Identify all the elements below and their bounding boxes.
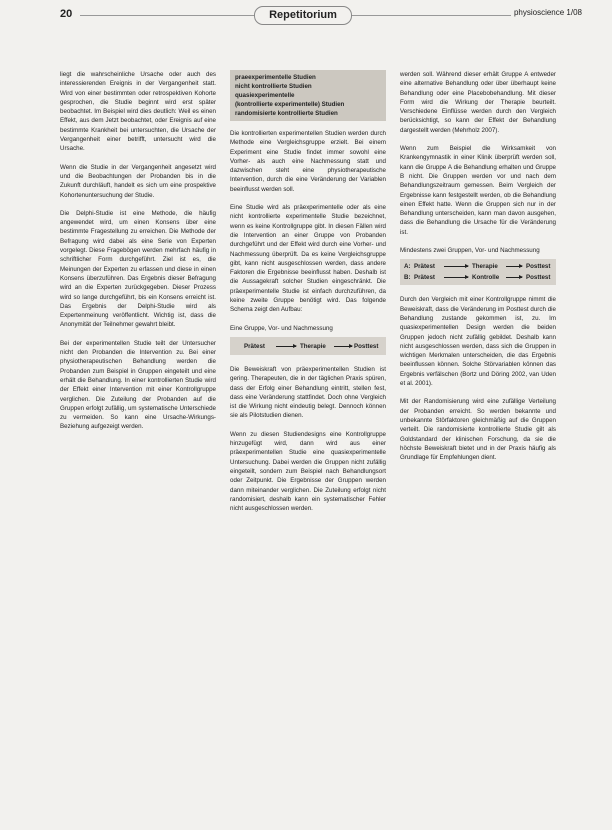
paragraph: werden soll. Während dieser erhält Gruppe A entweder eine alternative Behandlung oder über überhaupt keine Behandlung oder eine Placebobehandlung. Mit dieser Form wird die Wirkung der Therapie beurteilt. Verschiedene Einflüsse werden durch den Vergleich berücksichtigt, so kann der Effekt der Behandlung dargestellt werden (Mehrholz 2007).: [400, 71, 556, 134]
schema-label: Posttest: [354, 342, 379, 350]
schema-label: Prätest: [244, 342, 265, 350]
page-number: 20: [60, 8, 73, 20]
group-label: B:: [404, 274, 411, 282]
paragraph: Wenn zu diesen Studiendesigns eine Kontrollgruppe hinzugefügt wird, dann wird aus einer präexperimentellen Studie eine quasiexperimentelle Untersuchung. Dabei werden die Gruppen nicht zufällig eingeteilt, sondern zum Beispiel nach Behandlungsort oder Zeitpunkt. Die Ergebnisse der Gruppen werden dann miteinander verglichen. Die Zuteilung erfolgt nicht randomisiert, deshalb kann ein systematischer Fehler nicht ausgeschlossen werden.: [230, 430, 386, 513]
arrow-icon: [506, 277, 522, 278]
paragraph: Wenn die Studie in der Vergangenheit angesetzt wird und die Beobachtungen der Probanden bis in die Zukunft durchläuft, handelt es sich um eine prospektive Kohortenuntersuchung der Studie.: [60, 163, 216, 199]
paragraph: Die Beweiskraft von präexperimentellen Studien ist gering. Therapeuten, die in der täglichen Praxis spüren, dass der Erfolg einer Behandlung eintritt, stellen fest, dass eine Veränderung stattfindet. Doch ohne Vergleich ist die Wirkung nicht eindeutig belegt. Dennoch können sie als Pilotstudien dienen.: [230, 365, 386, 420]
schema-label: Prätest: [414, 263, 435, 271]
arrow-icon: [334, 346, 352, 347]
study-type-item: praeexperimentelle Studien: [235, 74, 316, 81]
design-schema-two-groups: [400, 259, 556, 285]
paragraph: Die Delphi-Studie ist eine Methode, die häufig angewendet wird, um einen Konsens über eine bestimmte Fragestellung zu erreichen. Die Methode der Befragung wird dabei als eine Serie von Experten vorgelegt. Diese Fragebögen werden mehrfach häufig in schriftlicher Form durchgeführt. Ziel ist es, die Meinungen der Experten zu erfassen und diese in einen Konsens überzuführen. Das Ergebnis dieser Befragung wird an die Experten zurückgegeben. Dieser Prozess wird so lange durchgeführt, bis ein Konsens erreicht ist. Das Ergebnis der Delphi-Studie wird als Expertenmeinung veröffentlicht. Wichtig ist, dass die Anonymität der Teilnehmer gewahrt bleibt.: [60, 209, 216, 329]
study-type-item: randomisierte kontrollierte Studien: [235, 110, 338, 117]
schema-label: Posttest: [526, 274, 551, 282]
journal-info: physioscience 1/08: [511, 8, 582, 17]
paragraph: Die kontrollierten experimentellen Studien werden durch Methode eine Vergleichsgruppe erzielt. Bei einem Experiment eine Studie findet immer sowohl eine Vorher- als auch eine Nachmessung statt und dazwischen steht eine physiotherapeutische Intervention, durch die eine Veränderung der Variablen beeinflusst werden soll.: [230, 130, 386, 193]
design-schema-one-group: [230, 337, 386, 355]
column-3: [400, 70, 556, 471]
schema-label: Therapie: [300, 342, 326, 350]
section-title: Repetitorium: [254, 6, 352, 25]
study-types-box: [230, 70, 386, 121]
schema-row-b: [404, 273, 552, 283]
paragraph: Bei der experimentellen Studie teilt der Untersucher nicht den Probanden die Intervention zu. Bei einer physiotherapeutischen Behandlung werden die Probanden zum Beispiel in Gruppen eingeteilt und eine erhält die Behandlung. In einer kontrollierten Studie wird der Effekt einer Intervention mit einer Kontrollgruppe verglichen. Die Zuteilung der Probanden auf die Gruppen erfolgt zufällig, um systematische Unterschiede zu vermeiden. So kann eine Ursache-Wirkungs-Beziehung aufgezeigt werden.: [60, 339, 216, 431]
paragraph: Wenn zum Beispiel die Wirksamkeit von Krankengymnastik in einer Klinik überprüft werden soll, kann die Gruppe A die Behandlung erhalten und Gruppe B nicht. Die Gruppen werden vor und nach dem Behandlungszeitraum gemessen. Beim Vergleich der Ergebnisse kann festgestellt werden, ob die Behandlung einen Effekt hatte. Wenn die Gruppen sich nur in der Behandlung unterscheiden, kann man davon ausgehen, dass die Behandlung die Ursache für die Veränderung ist.: [400, 145, 556, 236]
column-2: [230, 70, 386, 522]
paragraph: Mit der Randomisierung wird eine zufällige Verteilung der Probanden erreicht. So werden bekannte und unbekannte Störfaktoren gleichmäßig auf die Gruppen verteilt. Die randomisierte kontrollierte Studie gilt als Goldstandard der klinischen Forschung, da sie die höchste Beweiskraft bietet und in der Praxis häufig als Grundlage für Empfehlungen dient.: [400, 398, 556, 462]
group-label: A:: [404, 263, 411, 271]
figure-caption: Eine Gruppe, Vor- und Nachmessung: [230, 324, 333, 332]
page-header: [58, 6, 582, 26]
arrow-icon: [506, 266, 522, 267]
schema-label: Prätest: [414, 274, 435, 282]
arrow-icon: [276, 346, 296, 347]
study-type-item: (kontrollierte experimentelle) Studien: [235, 101, 345, 108]
column-1: [60, 70, 216, 441]
arrow-icon: [444, 266, 468, 267]
schema-label: Kontrolle: [472, 274, 500, 282]
schema-row-a: [404, 262, 552, 272]
figure-caption: Mindestens zwei Gruppen, Vor- und Nachmessung: [400, 247, 540, 255]
paragraph: Eine Studie wird als präexperimentelle oder als eine nicht kontrollierte experimentelle Studie bezeichnet, wenn es keine Kontrollgruppe gibt. In diesen Fällen wird die Intervention an einer Gruppe von Probanden durchgeführt und der Effekt wird durch eine Vorher- und Nachmessung überprüft. Da es keine Vergleichsgruppe gibt, kann nicht ausgeschlossen werden, dass andere Faktoren die Ergebnisse beeinflusst haben. Deshalb ist die Aussagekraft solcher Studien eingeschränkt. Die präexperimentelle Studie ist einfach durchzuführen, da keine zweite Gruppe benötigt wird. Das folgende Schema zeigt den Aufbau:: [230, 204, 386, 314]
paragraph: liegt die wahrscheinliche Ursache oder auch des interessierenden Ereignis in der Vergangenheit statt. Wird von einer bestimmten oder retrospektiven Kohorte gesprochen, die Studie beginnt wird erst später beobachtet. Im Beispiel wird dies deutlich: Weil es einen Effekt, aus dem Jetzt beobachtet, oder Ereignis auf eine bestimmte Krankheit bei untersuchten, die Ursache der Vergangenheit einer betrifft, untersucht wird die Ursache.: [60, 71, 216, 153]
schema-label: Posttest: [526, 263, 551, 271]
paragraph: Durch den Vergleich mit einer Kontrollgruppe nimmt die Beweiskraft, dass die Veränderung im Posttest durch die Behandlung zustande gekommen ist, zu. Im quasiexperimentellen Design werden die beiden Gruppen jedoch nicht zufällig gebildet. Deshalb kann nicht ausgeschlossen werden, dass sich die Gruppen in wichtigen Merkmalen unterscheiden, die das Ergebnis beeinflussen können. Solche Störvariablen können das Ergebnis verfälschen (Bortz und Döring 2002, van Uden et al. 2001).: [400, 296, 556, 388]
schema-label: Therapie: [472, 263, 498, 271]
arrow-icon: [444, 277, 468, 278]
study-type-item: quasiexperimentelle: [235, 92, 295, 99]
study-type-item: nicht kontrollierte Studien: [235, 83, 312, 90]
